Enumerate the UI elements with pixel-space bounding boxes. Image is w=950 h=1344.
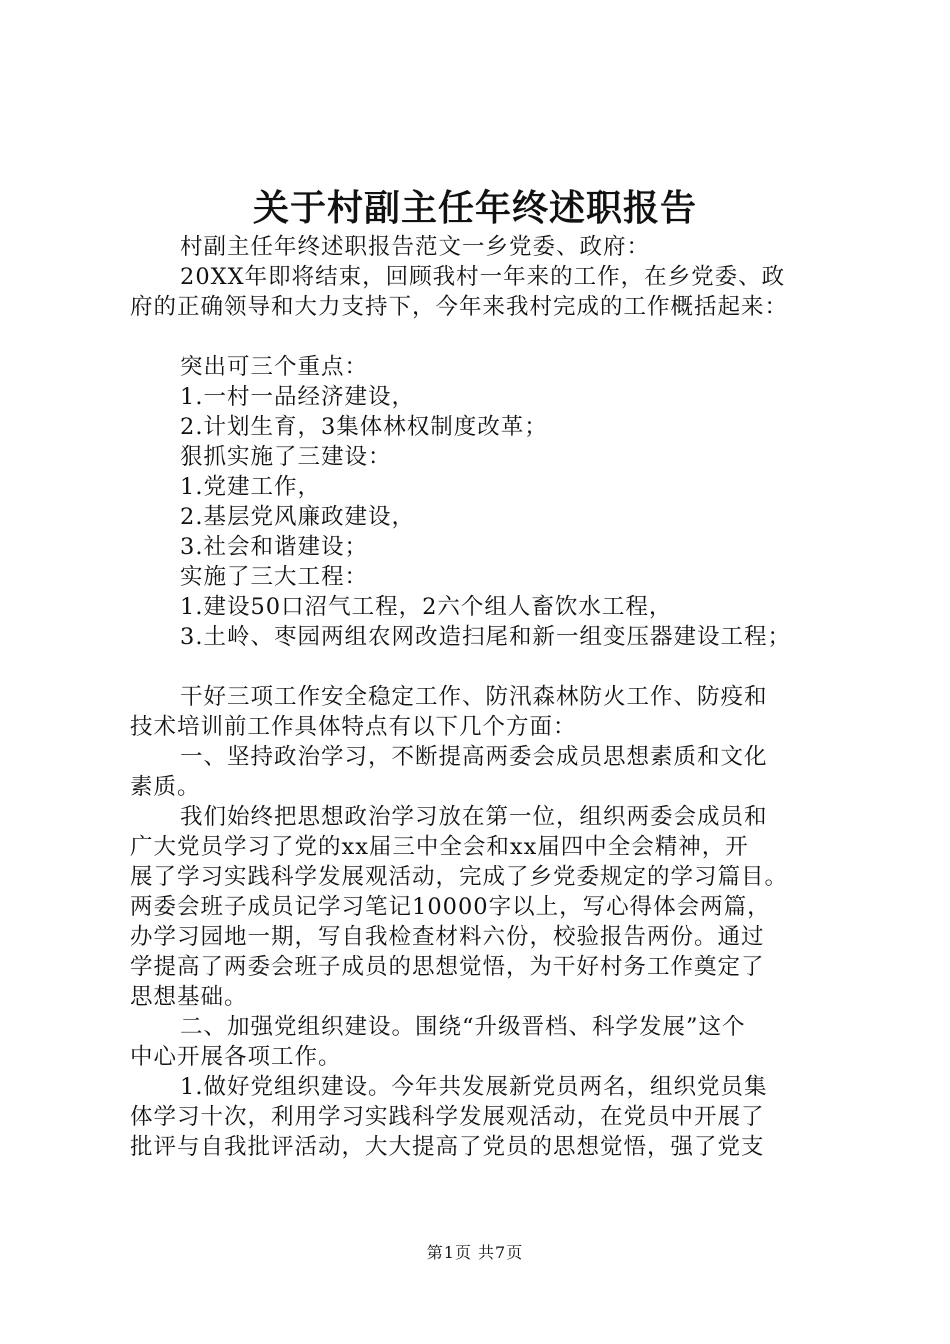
paragraph-line: 20XX年即将结束，回顾我村一年来的工作，在乡党委、政: [180, 264, 786, 290]
section-heading-line: 二、加强党组织建设。围绕“升级晋档、科学发展”这个: [180, 1014, 746, 1040]
paragraph-line: 1.做好党组织建设。今年共发展新党员两名，组织党员集: [180, 1074, 768, 1100]
list-item: 3.土岭、枣园两组农网改造扫尾和新一组变压器建设工程；: [180, 624, 791, 650]
list-item: 1.党建工作，: [180, 474, 321, 500]
section-heading-line: 素质。: [130, 774, 201, 800]
paragraph-line: 思想基础。: [130, 984, 248, 1010]
blank-line: [130, 322, 830, 352]
paragraph-line: 狠抓实施了三建设：: [180, 444, 392, 470]
paragraph-line: 体学习十次，利用学习实践科学发展观活动，在党员中开展了: [130, 1104, 765, 1130]
paragraph-line: 批评与自我批评活动，大大提高了党员的思想觉悟，强了党支: [130, 1134, 765, 1160]
paragraph-line: 技术培训前工作具体特点有以下几个方面：: [130, 714, 577, 740]
document-body: [130, 232, 830, 1162]
paragraph-line: 干好三项工作安全稳定工作、防汛森林防火工作、防疫和: [180, 684, 768, 710]
page-number-footer: 第1页 共7页: [426, 1243, 524, 1262]
paragraph-line: 实施了三大工程：: [180, 564, 369, 590]
section-heading-line: 中心开展各项工作。: [130, 1044, 342, 1070]
paragraph-line: 突出可三个重点：: [180, 354, 369, 380]
paragraph-line: 村副主任年终述职报告范文一乡党委、政府：: [180, 234, 651, 260]
blank-line: [130, 652, 830, 682]
list-item: 2.计划生育，3集体林权制度改革；: [180, 414, 548, 440]
list-item: 2.基层党风廉政建设，: [180, 504, 415, 530]
paragraph-line: 两委会班子成员记学习笔记10000字以上，写心得体会两篇，: [130, 894, 771, 920]
paragraph-line: 广大党员学习了党的xx届三中全会和xx届四中全会精神，开: [130, 834, 749, 860]
list-item: 3.社会和谐建设；: [180, 534, 368, 560]
list-item: 1.建设50口沼气工程，2六个组人畜饮水工程，: [180, 594, 673, 620]
paragraph-line: 办学习园地一期，写自我检查材料六份，校验报告两份。通过: [130, 924, 765, 950]
paragraph-line: 府的正确领导和大力支持下，今年来我村完成的工作概括起来：: [130, 294, 789, 320]
paragraph-line: 我们始终把思想政治学习放在第一位，组织两委会成员和: [180, 804, 768, 830]
list-item: 1.一村一品经济建设，: [180, 384, 415, 410]
section-heading-line: 一、坚持政治学习，不断提高两委会成员思想素质和文化: [180, 744, 768, 770]
document-title: 关于村副主任年终述职报告: [252, 188, 697, 229]
paragraph-line: 展了学习实践科学发展观活动，完成了乡党委规定的学习篇目。: [130, 864, 789, 890]
paragraph-line: 学提高了两委会班子成员的思想觉悟，为干好村务工作奠定了: [130, 954, 765, 980]
